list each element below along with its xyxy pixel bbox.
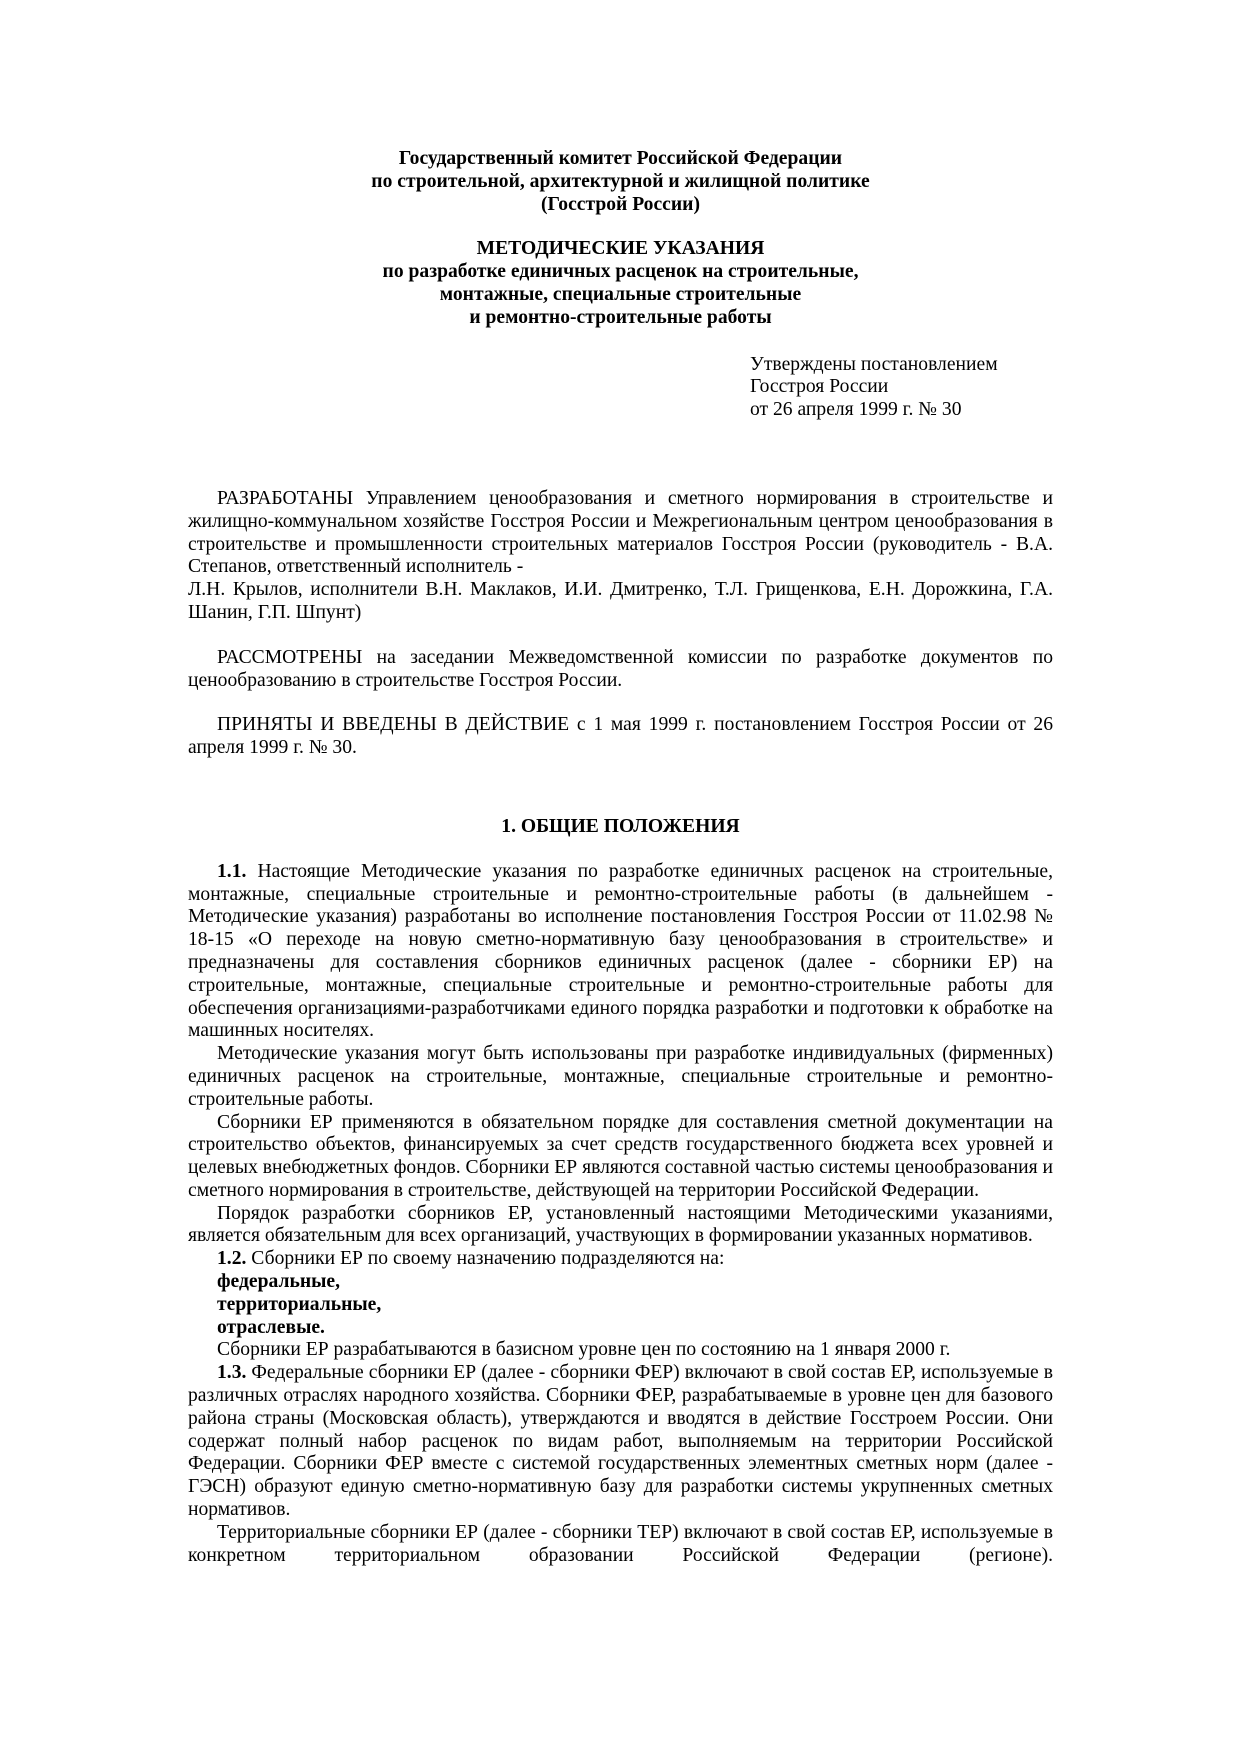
paragraph-methodical-use: Методические указания могут быть использованы при разработке индивидуальных (фирменных) единичных расценок на строительные, монтажные, специальные строительные и ремонтно-строительные работы. bbox=[188, 1043, 1053, 1110]
developed-authors-paragraph: Л.Н. Крылов, исполнители В.Н. Маклаков, И.И. Дмитренко, Т.Л. Грищенкова, Е.Н. Дорожкина, Г.А. Шанин, Г.П. Шпунт) bbox=[188, 579, 1053, 623]
org-name-line3: (Госстрой России) bbox=[541, 193, 700, 215]
section-body bbox=[188, 861, 1053, 1568]
clause-number: 1.1. bbox=[217, 860, 247, 882]
clause-text: Сборники ЕР по своему назначению подразделяются на: bbox=[246, 1248, 725, 1270]
section-heading: 1. ОБЩИЕ ПОЛОЖЕНИЯ bbox=[501, 815, 740, 837]
clause-text: Настоящие Методические указания по разработке единичных расценок на строительные, монтажные, специальные строительные и ремонтно-строительные работы (в дальнейшем - Методические указания) разработаны во исполнение постановления Госстроя России от 11.02.98 № 18-15 «О переходе на новую сметно-нормативную базу ценообразования в строительстве» и предназначены для составления сборников единичных расценок (далее - сборники ЕР) на строительные, монтажные, специальные строительные и ремонтно-строительные работы для обеспечения организациями-разработчиками единого порядка разработки и подготовки к обработке на машинных носителях. bbox=[188, 860, 1053, 1042]
list-item-federal: федеральные, bbox=[217, 1271, 341, 1293]
org-name-line1: Государственный комитет Российской Федерации bbox=[398, 148, 843, 169]
clause-text: Федеральные сборники ЕР (далее - сборники ФЕР) включают в свой состав ЕР, используемые в различных отраслях народного хозяйства. Сборники ФЕР, разрабатываемые в уровне цен для базового района страны (Московская область), утверждаются и вводятся в действие Госстроем России. Они содержат полный набор расценок по видам работ, выполняемым на территории Российской Федерации. Сборники ФЕР вместе с системой государственных элементных сметных норм (далее - ГЭСН) образуют единую сметно-нормативную базу для разработки системы укрупненных сметных нормативов. bbox=[188, 1362, 1053, 1521]
document-subtitle-line2: монтажные, специальные строительные bbox=[439, 283, 802, 305]
approval-block bbox=[750, 354, 1053, 422]
clause-1-2 bbox=[188, 1248, 1053, 1271]
list-item-sectoral: отраслевые. bbox=[217, 1316, 325, 1338]
clause-number: 1.3. bbox=[217, 1362, 247, 1384]
approval-line1: Утверждены постановлением bbox=[750, 353, 998, 375]
document-page bbox=[188, 148, 1053, 1567]
clause-number: 1.2. bbox=[217, 1248, 247, 1270]
org-name-line2: по строительной, архитектурной и жилищной политике bbox=[371, 170, 870, 192]
paragraph-base-price-level: Сборники ЕР разрабатываются в базисном уровне цен по состоянию на 1 января 2000 г. bbox=[217, 1339, 951, 1361]
developed-paragraph: РАЗРАБОТАНЫ Управлением ценообразования и сметного нормирования в строительстве и жилищно-коммунальном хозяйстве Госстроя России и Межрегиональным центром ценообразования в строительстве и промышленности строительных материалов Госстроя России (руководитель - В.А. Степанов, ответственный исполнитель - bbox=[188, 487, 1053, 578]
paragraph-territorial-collections: Территориальные сборники ЕР (далее - сборники ТЕР) включают в свой состав ЕР, используемые в конкретном территориальном образовании Российской Федерации (регионе). bbox=[188, 1521, 1053, 1566]
approval-line3: от 26 апреля 1999 г. № 30 bbox=[750, 399, 962, 421]
document-header bbox=[188, 148, 1053, 330]
clause-1-3 bbox=[188, 1362, 1053, 1522]
paragraph-mandatory-use: Сборники ЕР применяются в обязательном порядке для составления сметной документации на строительство объектов, финансируемых за счет средств государственного бюджета всех уровней и целевых внебюджетных фондов. Сборники ЕР являются составной частью системы ценообразования и сметного нормирования в строительстве, действующей на территории Российской Федерации. bbox=[188, 1111, 1053, 1201]
document-title: МЕТОДИЧЕСКИЕ УКАЗАНИЯ bbox=[476, 238, 765, 260]
adopted-paragraph: ПРИНЯТЫ И ВВЕДЕНЫ В ДЕЙСТВИЕ с 1 мая 1999 г. постановлением Госстроя России от 26 апреля 1999 г. № 30. bbox=[188, 714, 1053, 759]
list-item-territorial: территориальные, bbox=[217, 1293, 382, 1315]
document-subtitle-line3: и ремонтно-строительные работы bbox=[469, 306, 772, 328]
clause-1-1 bbox=[188, 861, 1053, 1043]
reviewed-paragraph: РАССМОТРЕНЫ на заседании Межведомственной комиссии по разработке документов по ценообразованию в строительстве Госстроя России. bbox=[188, 646, 1053, 691]
paragraph-development-order: Порядок разработки сборников ЕР, установленный настоящими Методическими указаниями, является обязательным для всех организаций, участвующих в формировании указанных нормативов. bbox=[188, 1202, 1053, 1247]
document-subtitle-line1: по разработке единичных расценок на строительные, bbox=[382, 261, 859, 283]
approval-line2: Госстроя России bbox=[750, 376, 889, 398]
